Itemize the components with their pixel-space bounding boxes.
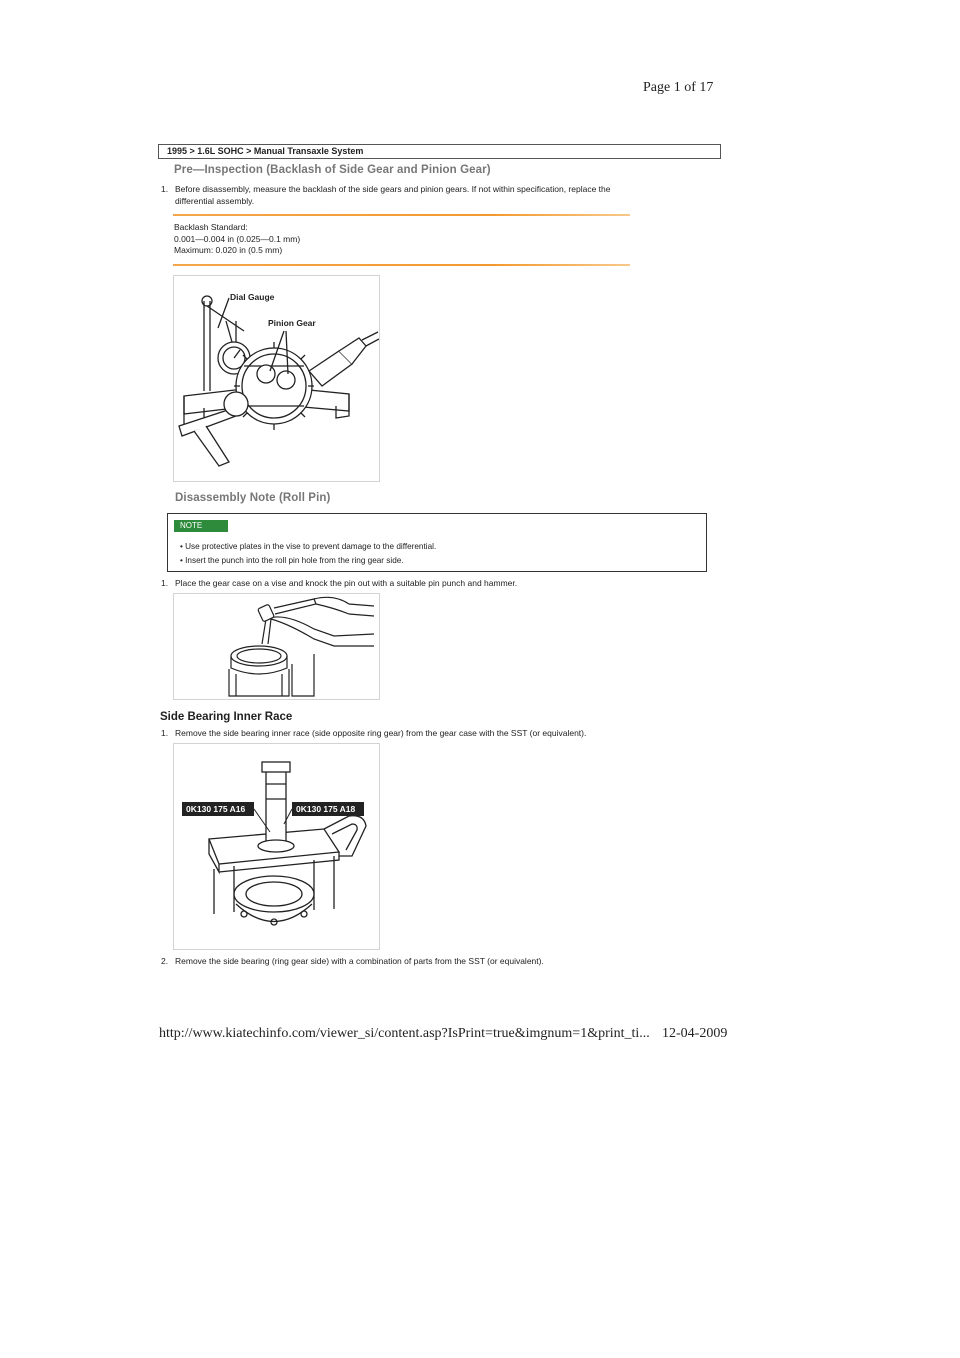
step-text: Remove the side bearing (ring gear side) with a combination of parts from the SST (or equivalent). <box>175 956 544 966</box>
spec-line-1: Backlash Standard: <box>174 222 248 232</box>
tool-label-a16: 0K130 175 A16 <box>186 804 246 814</box>
figure-label-dial-gauge: Dial Gauge <box>230 292 275 302</box>
step-roll-pin-1 <box>161 578 721 590</box>
note-line-2: • Insert the punch into the roll pin hole from the ring gear side. <box>180 556 404 565</box>
note-badge: NOTE <box>174 520 228 532</box>
figure-side-bearing-puller <box>173 743 380 950</box>
note-box <box>167 513 707 572</box>
step-text: Remove the side bearing inner race (side opposite ring gear) from the gear case with the SST (or equivalent). <box>175 728 587 738</box>
step-number: 2. <box>161 956 169 966</box>
figure-dial-gauge-measurement <box>173 275 380 482</box>
tool-label-a18: 0K130 175 A18 <box>296 804 356 814</box>
step-number: 1. <box>161 184 169 194</box>
spec-divider-bottom <box>173 264 630 266</box>
step-side-bearing-2 <box>161 956 721 968</box>
spec-divider-top <box>173 214 630 216</box>
spec-line-2: 0.001—0.004 in (0.025—0.1 mm) <box>174 233 301 244</box>
breadcrumb: 1995 > 1.6L SOHC > Manual Transaxle System <box>158 144 721 159</box>
step-text: Place the gear case on a vise and knock the pin out with a suitable pin punch and hammer. <box>175 578 518 588</box>
step-number: 1. <box>161 728 169 738</box>
step-side-bearing-1 <box>161 728 721 740</box>
step-text-line-1: Before disassembly, measure the backlash of the side gears and pinion gears. If not within specification, replace the <box>175 184 611 194</box>
figure-label-pinion-gear: Pinion Gear <box>268 318 316 328</box>
footer-url: http://www.kiatechinfo.com/viewer_si/content.asp?IsPrint=true&imgnum=1&print_ti... <box>159 1026 650 1041</box>
spec-line-3: Maximum: 0.020 in (0.5 mm) <box>174 245 283 255</box>
section-title-disassembly-note: Disassembly Note (Roll Pin) <box>175 492 331 504</box>
section-title-pre-inspection: Pre—Inspection (Backlash of Side Gear and Pinion Gear) <box>174 164 491 176</box>
footer-date: 12-04-2009 <box>662 1026 728 1041</box>
page-number: Page 1 of 17 <box>643 80 714 95</box>
note-line-1: • Use protective plates in the vise to prevent damage to the differential. <box>180 542 437 551</box>
step-pre-inspection-1 <box>161 184 721 208</box>
section-title-side-bearing-inner-race: Side Bearing Inner Race <box>160 711 293 723</box>
step-text-line-2: differential assembly. <box>175 196 255 206</box>
step-number: 1. <box>161 578 169 588</box>
figure-roll-pin-removal <box>173 593 380 700</box>
spec-block <box>174 222 300 257</box>
